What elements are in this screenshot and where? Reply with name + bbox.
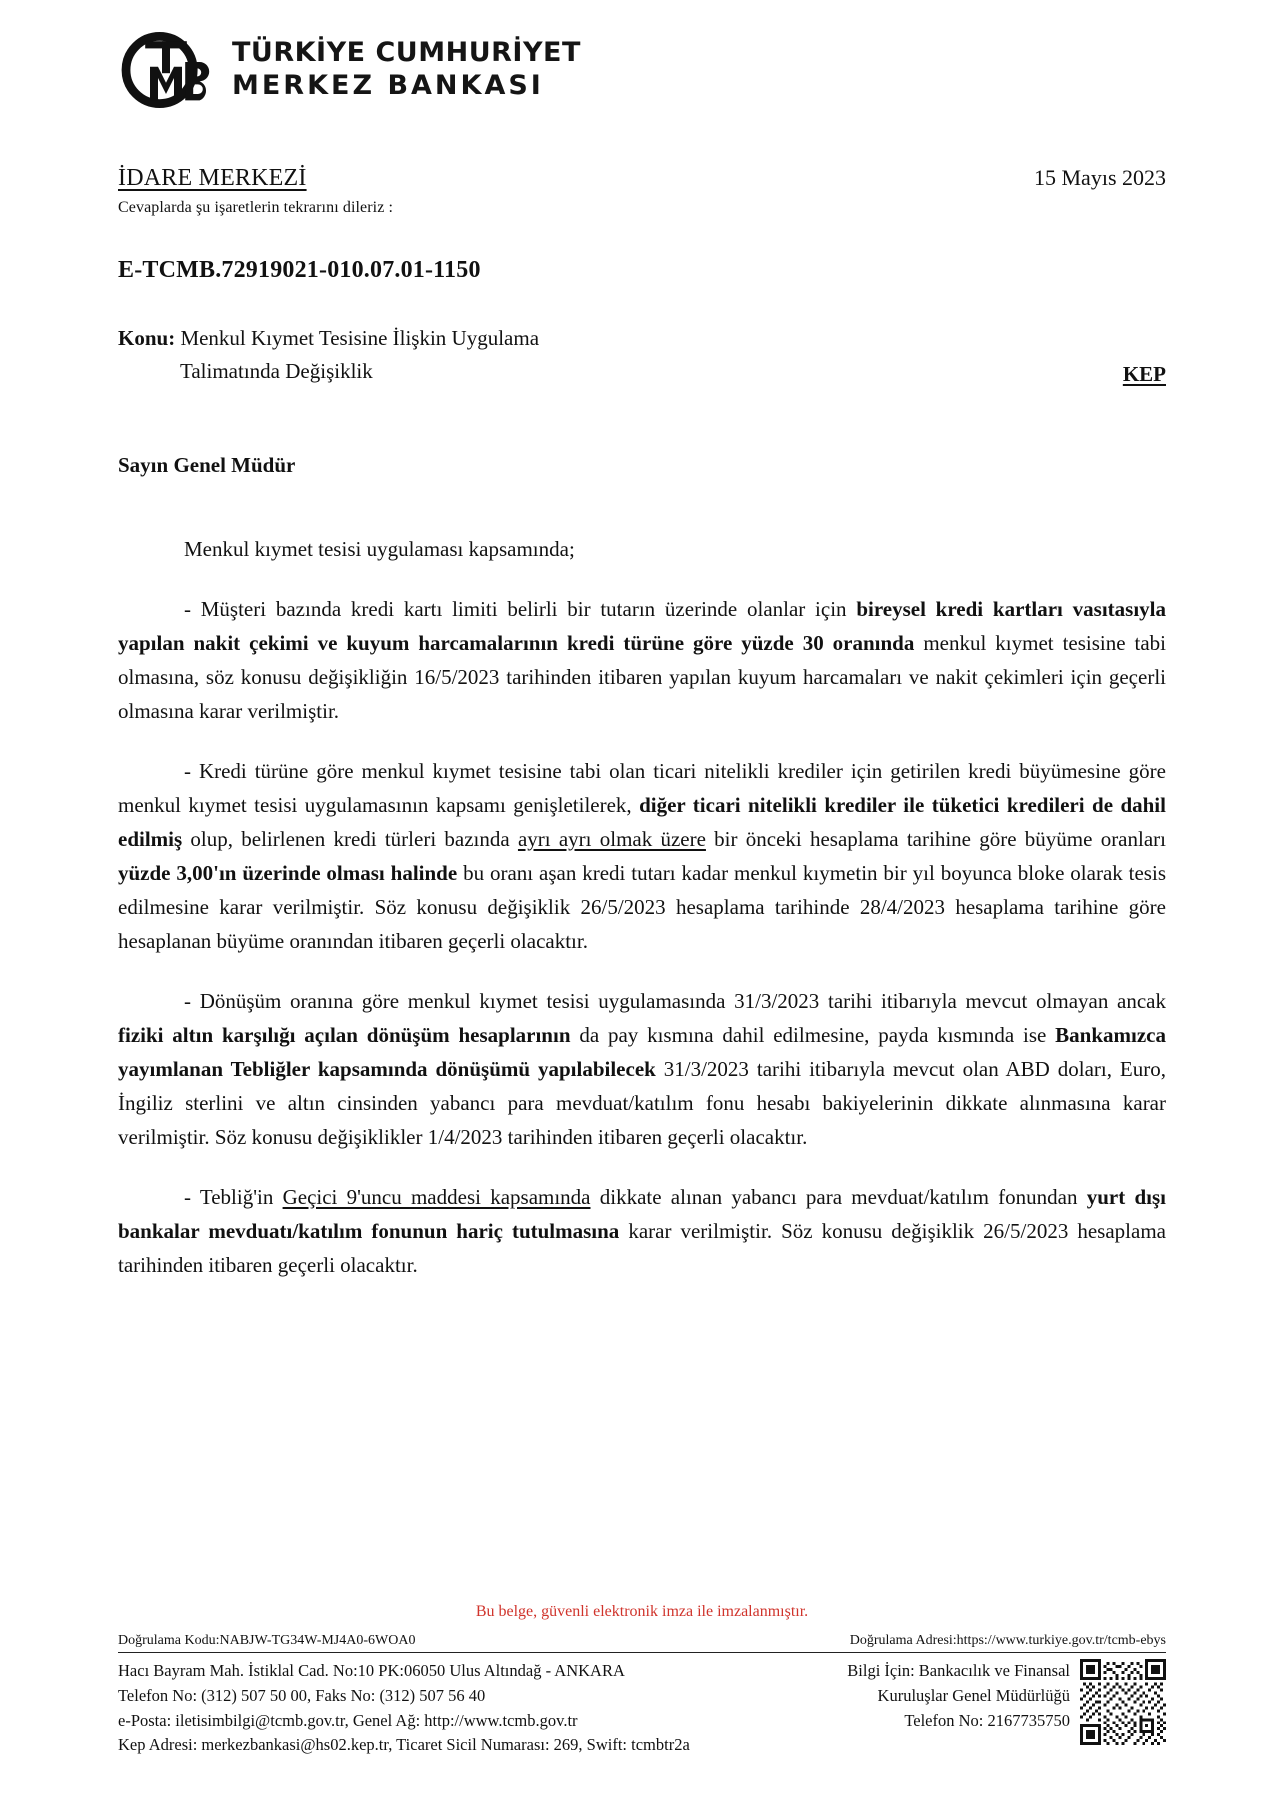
body-paragraph-2: [118, 754, 1166, 958]
verification-row: [118, 1633, 1166, 1652]
electronic-signature-note: Bu belge, güvenli elektronik imza ile imzalanmıştır.: [475, 1603, 809, 1620]
contact-line-2: Kuruluşlar Genel Müdürlüğü: [877, 1685, 1070, 1705]
body-intro-paragraph: [118, 532, 1166, 566]
contact-line-3: Telefon No: 2167735750: [904, 1710, 1070, 1730]
body-paragraph-3: [118, 984, 1166, 1154]
p2-segment-4: bu oranı aşan kredi tutarı kadar menkul kıymetin bir yıl boyunca bloke olarak tesis edilmesine karar verilmiştir. Söz konusu değişiklik 26/5/2023 hesaplama tarihinde 28/4/2023 hesaplama tarihine göre hesaplanan büyüme oranından itibaren geçerli olacaktır.: [118, 861, 1166, 954]
letterhead: [0, 0, 1284, 110]
subject-label: Konu:: [118, 326, 176, 350]
salutation: Sayın Genel Müdür: [118, 453, 296, 478]
body-paragraph-1: [118, 592, 1166, 728]
contact-block: [847, 1659, 1070, 1733]
p2-bold-2: yüzde 3,00'ın üzerinde olması halinde: [118, 861, 458, 886]
subject-row: [118, 322, 1166, 387]
p1-segment-2: menkul kıymet tesisine tabi olmasına, söz konusu değişikliğin 16/5/2023 tarihinden itibaren yapılan kuyum harcamaları ve nakit çekimleri için geçerli olmasına karar verilmiştir.: [118, 631, 1167, 724]
contact-line-1: Bilgi İçin: Bankacılık ve Finansal: [847, 1661, 1070, 1680]
document-reference-number: E-TCMB.72919021-010.07.01-1150: [118, 257, 481, 283]
p3-bold-1: fiziki altın karşılığı açılan dönüşüm hesaplarının: [118, 1023, 571, 1048]
address-line-2: Telefon No: (312) 507 50 00, Faks No: (312) 507 56 40: [118, 1685, 486, 1705]
bank-address-block: [118, 1659, 690, 1758]
reply-reference-note: Cevaplarda şu işaretlerin tekrarını dileriz :: [118, 199, 394, 216]
address-line-3: e-Posta: iletisimbilgi@tcmb.gov.tr, Genel Ağ: http://www.tcmb.gov.tr: [118, 1710, 578, 1730]
p4-segment-2: dikkate alınan yabancı para mevduat/katılım fonundan: [590, 1185, 1087, 1210]
p4-segment-1: - Tebliğ'in: [184, 1185, 283, 1210]
letterhead-wordmark: [232, 37, 581, 103]
qr-code-icon: [1080, 1659, 1166, 1745]
p3-segment-2: da pay kısmına dahil edilmesine, payda kısmında ise: [570, 1023, 1056, 1048]
document-footer: [0, 1603, 1284, 1758]
letterhead-line-1: TÜRKİYE CUMHURİYET: [232, 37, 581, 69]
p2-segment-3: bir önceki hesaplama tarihine göre büyüme oranları: [705, 827, 1166, 852]
p2-segment-1: - Kredi türüne göre menkul kıymet tesisine tabi olan ticari nitelikli krediler için getirilen kredi büyümesine göre menkul kıymet tesisi uygulamasının kapsamı genişletilerek,: [118, 759, 1166, 818]
p3-segment-3: 31/3/2023 tarihi itibarıyla mevcut olan ABD doları, Euro, İngiliz sterlini ve altın cinsinden yabancı para mevduat/katılım fonu hesabı bakiyelerinin dikkate alınmasına karar verilmiştir. Söz konusu değişiklikler 1/4/2023 tarihinden itibaren geçerli olacaktır.: [118, 1057, 1166, 1150]
footer-contact-and-qr: [847, 1659, 1166, 1745]
p4-bold-1: yurt dışı bankalar mevduatı/katılım fonunun hariç tutulmasına: [118, 1185, 1166, 1244]
p2-segment-2: olup, belirlenen kredi türleri bazında: [182, 827, 518, 852]
letter-body: [0, 532, 1284, 1282]
p3-bold-2: Bankamızca yayımlanan Tebliğler kapsamında dönüşümü yapılabilecek: [118, 1023, 1166, 1082]
document-header: [0, 110, 1284, 387]
letter-date: 15 Mayıs 2023: [1034, 165, 1166, 190]
body-paragraph-4: [118, 1180, 1166, 1282]
letterhead-line-2: MERKEZ BANKASI: [232, 70, 544, 101]
verification-code: Doğrulama Kodu:NABJW-TG34W-MJ4A0-6WOA0: [118, 1633, 416, 1648]
footer-columns: [118, 1659, 1166, 1758]
footer-divider: [118, 1652, 1166, 1653]
tcmb-logo-icon: [118, 30, 214, 110]
office-date-row: [118, 165, 1166, 192]
body-intro-text: Menkul kıymet tesisi uygulaması kapsamında;: [184, 537, 575, 562]
address-line-4: Kep Adresi: merkezbankasi@hs02.kep.tr, Ticaret Sicil Numarası: 269, Swift: tcmbtr2a: [118, 1735, 690, 1755]
subject-block: [118, 322, 539, 387]
p1-segment-1: - Müşteri bazında kredi kartı limiti belirli bir tutarın üzerinde olanlar için: [184, 597, 857, 622]
address-line-1: Hacı Bayram Mah. İstiklal Cad. No:10 PK:06050 Ulus Altındağ - ANKARA: [118, 1661, 625, 1680]
subject-line-2: Talimatında Değişiklik: [180, 358, 373, 383]
p4-underline-1: Geçici 9'uncu maddesi kapsamında: [282, 1185, 591, 1210]
delivery-channel-badge: KEP: [1122, 362, 1166, 387]
verification-address[interactable]: Doğrulama Adresi:https://www.turkiye.gov.tr/tcmb-ebys: [849, 1633, 1166, 1648]
issuing-office: İDARE MERKEZİ: [118, 165, 307, 191]
p4-segment-3: karar verilmiştir. Söz konusu değişiklik 26/5/2023 hesaplama tarihinden itibaren geçerli olacaktır.: [118, 1219, 1166, 1278]
p3-segment-1: - Dönüşüm oranına göre menkul kıymet tesisi uygulamasında 31/3/2023 tarihi itibarıyla mevcut olmayan ancak: [184, 989, 1166, 1014]
p2-bold-1: diğer ticari nitelikli krediler ile tüketici kredileri de dahil edilmiş: [118, 793, 1166, 852]
p2-underline-1: ayrı ayrı olmak üzere: [517, 827, 706, 852]
p1-bold-1: bireysel kredi kartları vasıtasıyla yapılan nakit çekimi ve kuyum harcamalarının kredi türüne göre yüzde 30 oranında: [118, 597, 1166, 656]
subject-line-1: Menkul Kıymet Tesisine İlişkin Uygulama: [180, 326, 540, 350]
